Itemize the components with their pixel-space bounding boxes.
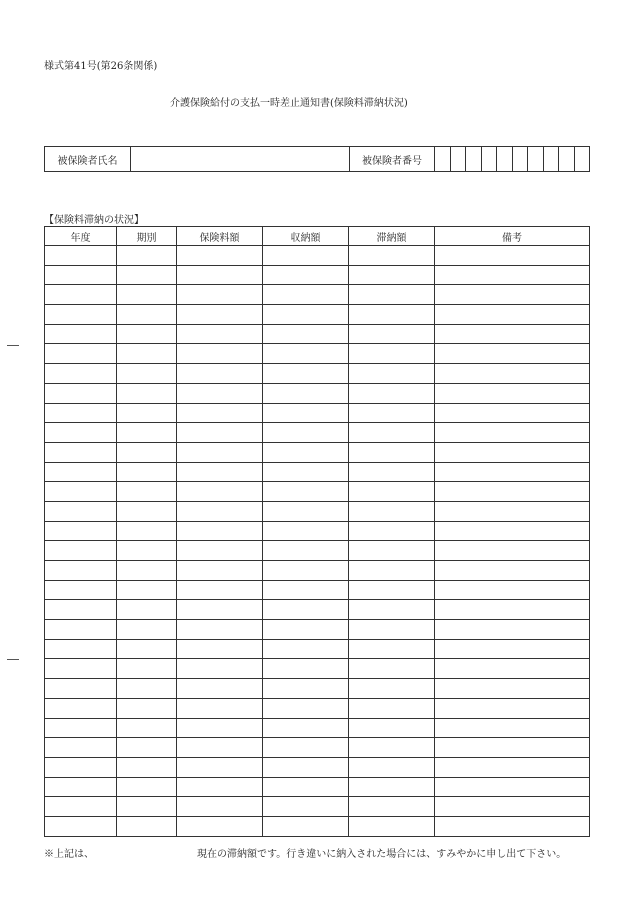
- arrears-amount-cell[interactable]: [349, 403, 435, 423]
- arrears-row: [45, 383, 590, 403]
- fiscal-year-cell[interactable]: [45, 777, 117, 797]
- paid-amount-cell[interactable]: [263, 659, 349, 679]
- installment-period-cell[interactable]: [117, 639, 177, 659]
- fiscal-year-cell[interactable]: [45, 620, 117, 640]
- arrears-row: [45, 324, 590, 344]
- insured-number-digit[interactable]: [512, 147, 528, 172]
- arrears-row: [45, 718, 590, 738]
- arrears-row: [45, 462, 590, 482]
- remarks-cell[interactable]: [435, 679, 590, 699]
- insured-number-digit[interactable]: [528, 147, 544, 172]
- fiscal-year-cell[interactable]: [45, 265, 117, 285]
- arrears-amount-cell[interactable]: [349, 364, 435, 384]
- paid-amount-cell[interactable]: [263, 285, 349, 305]
- premium-amount-cell[interactable]: [177, 383, 263, 403]
- installment-period-cell[interactable]: [117, 285, 177, 305]
- remarks-cell[interactable]: [435, 777, 590, 797]
- fiscal-year-cell[interactable]: [45, 698, 117, 718]
- arrears-row: [45, 600, 590, 620]
- installment-period-cell[interactable]: [117, 246, 177, 266]
- fiscal-year-cell[interactable]: [45, 600, 117, 620]
- paid-amount-cell[interactable]: [263, 718, 349, 738]
- paid-amount-cell[interactable]: [263, 698, 349, 718]
- installment-period-cell[interactable]: [117, 738, 177, 758]
- arrears-table: [44, 226, 590, 837]
- arrears-amount-cell[interactable]: [349, 777, 435, 797]
- premium-amount-cell[interactable]: [177, 265, 263, 285]
- footnote-prefix: ※上記は、: [44, 849, 94, 860]
- arrears-row: [45, 797, 590, 817]
- installment-period-cell[interactable]: [117, 797, 177, 817]
- remarks-cell[interactable]: [435, 757, 590, 777]
- remarks-cell[interactable]: [435, 246, 590, 266]
- remarks-cell[interactable]: [435, 383, 590, 403]
- fiscal-year-cell[interactable]: [45, 383, 117, 403]
- paid-amount-cell[interactable]: [263, 816, 349, 836]
- paid-amount-cell[interactable]: [263, 442, 349, 462]
- header-paid-amount: 収納額: [263, 227, 349, 246]
- installment-period-cell[interactable]: [117, 541, 177, 561]
- arrears-amount-cell[interactable]: [349, 600, 435, 620]
- arrears-row: [45, 246, 590, 266]
- installment-period-cell[interactable]: [117, 561, 177, 581]
- remarks-cell[interactable]: [435, 324, 590, 344]
- remarks-cell[interactable]: [435, 620, 590, 640]
- arrears-amount-cell[interactable]: [349, 423, 435, 443]
- installment-period-cell[interactable]: [117, 679, 177, 699]
- arrears-row: [45, 561, 590, 581]
- arrears-amount-cell[interactable]: [349, 639, 435, 659]
- insured-name-field[interactable]: [131, 147, 350, 172]
- insured-number-digit[interactable]: [543, 147, 559, 172]
- remarks-cell[interactable]: [435, 265, 590, 285]
- arrears-row: [45, 679, 590, 699]
- fiscal-year-cell[interactable]: [45, 659, 117, 679]
- paid-amount-cell[interactable]: [263, 797, 349, 817]
- margin-mark: [7, 345, 19, 346]
- footnote-text: 現在の滞納額です。行き違いに納入された場合には、すみやかに申し出て下さい。: [197, 849, 567, 860]
- installment-period-cell[interactable]: [117, 580, 177, 600]
- fiscal-year-cell[interactable]: [45, 462, 117, 482]
- installment-period-cell[interactable]: [117, 364, 177, 384]
- fiscal-year-cell[interactable]: [45, 797, 117, 817]
- arrears-amount-cell[interactable]: [349, 561, 435, 581]
- arrears-row: [45, 521, 590, 541]
- remarks-cell[interactable]: [435, 718, 590, 738]
- installment-period-cell[interactable]: [117, 305, 177, 325]
- arrears-amount-cell[interactable]: [349, 816, 435, 836]
- paid-amount-cell[interactable]: [263, 403, 349, 423]
- arrears-amount-cell[interactable]: [349, 580, 435, 600]
- arrears-header-row: [45, 227, 590, 246]
- fiscal-year-cell[interactable]: [45, 442, 117, 462]
- remarks-cell[interactable]: [435, 462, 590, 482]
- paid-amount-cell[interactable]: [263, 246, 349, 266]
- document-title: 介護保険給付の支払一時差止通知書(保険料滞納状況): [170, 98, 408, 109]
- premium-amount-cell[interactable]: [177, 285, 263, 305]
- remarks-cell[interactable]: [435, 698, 590, 718]
- fiscal-year-cell[interactable]: [45, 344, 117, 364]
- arrears-row: [45, 639, 590, 659]
- paid-amount-cell[interactable]: [263, 620, 349, 640]
- installment-period-cell[interactable]: [117, 620, 177, 640]
- fiscal-year-cell[interactable]: [45, 285, 117, 305]
- remarks-cell[interactable]: [435, 816, 590, 836]
- paid-amount-cell[interactable]: [263, 383, 349, 403]
- fiscal-year-cell[interactable]: [45, 639, 117, 659]
- premium-amount-cell[interactable]: [177, 659, 263, 679]
- premium-amount-cell[interactable]: [177, 324, 263, 344]
- premium-amount-cell[interactable]: [177, 718, 263, 738]
- paid-amount-cell[interactable]: [263, 639, 349, 659]
- insured-number-digit[interactable]: [559, 147, 575, 172]
- arrears-amount-cell[interactable]: [349, 305, 435, 325]
- premium-amount-cell[interactable]: [177, 698, 263, 718]
- fiscal-year-cell[interactable]: [45, 738, 117, 758]
- premium-amount-cell[interactable]: [177, 305, 263, 325]
- fiscal-year-cell[interactable]: [45, 403, 117, 423]
- remarks-cell[interactable]: [435, 521, 590, 541]
- fiscal-year-cell[interactable]: [45, 718, 117, 738]
- arrears-amount-cell[interactable]: [349, 246, 435, 266]
- premium-amount-cell[interactable]: [177, 757, 263, 777]
- paid-amount-cell[interactable]: [263, 521, 349, 541]
- fiscal-year-cell[interactable]: [45, 757, 117, 777]
- arrears-amount-cell[interactable]: [349, 482, 435, 502]
- remarks-cell[interactable]: [435, 797, 590, 817]
- remarks-cell[interactable]: [435, 285, 590, 305]
- arrears-amount-cell[interactable]: [349, 383, 435, 403]
- installment-period-cell[interactable]: [117, 659, 177, 679]
- fiscal-year-cell[interactable]: [45, 305, 117, 325]
- installment-period-cell[interactable]: [117, 521, 177, 541]
- premium-amount-cell[interactable]: [177, 797, 263, 817]
- premium-amount-cell[interactable]: [177, 541, 263, 561]
- arrears-amount-cell[interactable]: [349, 541, 435, 561]
- paid-amount-cell[interactable]: [263, 423, 349, 443]
- fiscal-year-cell[interactable]: [45, 501, 117, 521]
- paid-amount-cell[interactable]: [263, 364, 349, 384]
- arrears-amount-cell[interactable]: [349, 698, 435, 718]
- premium-amount-cell[interactable]: [177, 620, 263, 640]
- fiscal-year-cell[interactable]: [45, 324, 117, 344]
- arrears-row: [45, 620, 590, 640]
- installment-period-cell[interactable]: [117, 324, 177, 344]
- premium-amount-cell[interactable]: [177, 403, 263, 423]
- premium-amount-cell[interactable]: [177, 501, 263, 521]
- installment-period-cell[interactable]: [117, 462, 177, 482]
- insured-number-digit[interactable]: [481, 147, 497, 172]
- remarks-cell[interactable]: [435, 600, 590, 620]
- premium-amount-cell[interactable]: [177, 777, 263, 797]
- paid-amount-cell[interactable]: [263, 265, 349, 285]
- arrears-amount-cell[interactable]: [349, 442, 435, 462]
- fiscal-year-cell[interactable]: [45, 561, 117, 581]
- arrears-amount-cell[interactable]: [349, 659, 435, 679]
- premium-amount-cell[interactable]: [177, 816, 263, 836]
- arrears-amount-cell[interactable]: [349, 797, 435, 817]
- insured-number-digit[interactable]: [497, 147, 513, 172]
- section-heading: 【保険料滞納の状況】: [44, 215, 144, 226]
- premium-amount-cell[interactable]: [177, 738, 263, 758]
- paid-amount-cell[interactable]: [263, 305, 349, 325]
- margin-mark: [7, 659, 19, 660]
- remarks-cell[interactable]: [435, 561, 590, 581]
- arrears-amount-cell[interactable]: [349, 738, 435, 758]
- paid-amount-cell[interactable]: [263, 777, 349, 797]
- arrears-row: [45, 364, 590, 384]
- installment-period-cell[interactable]: [117, 265, 177, 285]
- arrears-amount-cell[interactable]: [349, 462, 435, 482]
- remarks-cell[interactable]: [435, 364, 590, 384]
- arrears-row: [45, 541, 590, 561]
- arrears-row: [45, 285, 590, 305]
- premium-amount-cell[interactable]: [177, 423, 263, 443]
- premium-amount-cell[interactable]: [177, 639, 263, 659]
- remarks-cell[interactable]: [435, 659, 590, 679]
- paid-amount-cell[interactable]: [263, 462, 349, 482]
- arrears-amount-cell[interactable]: [349, 265, 435, 285]
- fiscal-year-cell[interactable]: [45, 816, 117, 836]
- arrears-row: [45, 777, 590, 797]
- fiscal-year-cell[interactable]: [45, 482, 117, 502]
- installment-period-cell[interactable]: [117, 698, 177, 718]
- remarks-cell[interactable]: [435, 639, 590, 659]
- premium-amount-cell[interactable]: [177, 600, 263, 620]
- premium-amount-cell[interactable]: [177, 364, 263, 384]
- arrears-amount-cell[interactable]: [349, 679, 435, 699]
- arrears-row: [45, 423, 590, 443]
- insured-number-digit[interactable]: [466, 147, 482, 172]
- arrears-row: [45, 501, 590, 521]
- arrears-row: [45, 305, 590, 325]
- fiscal-year-cell[interactable]: [45, 521, 117, 541]
- arrears-amount-cell[interactable]: [349, 285, 435, 305]
- fiscal-year-cell[interactable]: [45, 246, 117, 266]
- arrears-row: [45, 698, 590, 718]
- arrears-row: [45, 482, 590, 502]
- paid-amount-cell[interactable]: [263, 679, 349, 699]
- header-premium-amount: 保険料額: [177, 227, 263, 246]
- arrears-row: [45, 442, 590, 462]
- remarks-cell[interactable]: [435, 344, 590, 364]
- installment-period-cell[interactable]: [117, 482, 177, 502]
- installment-period-cell[interactable]: [117, 344, 177, 364]
- premium-amount-cell[interactable]: [177, 679, 263, 699]
- remarks-cell[interactable]: [435, 423, 590, 443]
- installment-period-cell[interactable]: [117, 442, 177, 462]
- remarks-cell[interactable]: [435, 738, 590, 758]
- paid-amount-cell[interactable]: [263, 541, 349, 561]
- header-arrears-amount: 滞納額: [349, 227, 435, 246]
- arrears-amount-cell[interactable]: [349, 620, 435, 640]
- arrears-row: [45, 580, 590, 600]
- fiscal-year-cell[interactable]: [45, 541, 117, 561]
- header-remarks: 備考: [435, 227, 590, 246]
- installment-period-cell[interactable]: [117, 777, 177, 797]
- arrears-amount-cell[interactable]: [349, 324, 435, 344]
- remarks-cell[interactable]: [435, 403, 590, 423]
- remarks-cell[interactable]: [435, 482, 590, 502]
- arrears-row: [45, 816, 590, 836]
- arrears-row: [45, 738, 590, 758]
- arrears-amount-cell[interactable]: [349, 344, 435, 364]
- premium-amount-cell[interactable]: [177, 521, 263, 541]
- premium-amount-cell[interactable]: [177, 246, 263, 266]
- installment-period-cell[interactable]: [117, 816, 177, 836]
- header-fiscal-year: 年度: [45, 227, 117, 246]
- installment-period-cell[interactable]: [117, 600, 177, 620]
- installment-period-cell[interactable]: [117, 403, 177, 423]
- paid-amount-cell[interactable]: [263, 600, 349, 620]
- fiscal-year-cell[interactable]: [45, 580, 117, 600]
- premium-amount-cell[interactable]: [177, 580, 263, 600]
- paid-amount-cell[interactable]: [263, 324, 349, 344]
- arrears-row: [45, 265, 590, 285]
- remarks-cell[interactable]: [435, 501, 590, 521]
- premium-amount-cell[interactable]: [177, 442, 263, 462]
- header-installment-period: 期別: [117, 227, 177, 246]
- insured-number-digit[interactable]: [450, 147, 466, 172]
- arrears-amount-cell[interactable]: [349, 501, 435, 521]
- installment-period-cell[interactable]: [117, 501, 177, 521]
- form-number: 様式第41号(第26条関係): [44, 61, 158, 72]
- insured-number-digit[interactable]: [435, 147, 451, 172]
- insured-info-table: [44, 146, 590, 172]
- paid-amount-cell[interactable]: [263, 738, 349, 758]
- installment-period-cell[interactable]: [117, 383, 177, 403]
- premium-amount-cell[interactable]: [177, 561, 263, 581]
- remarks-cell[interactable]: [435, 580, 590, 600]
- paid-amount-cell[interactable]: [263, 757, 349, 777]
- paid-amount-cell[interactable]: [263, 344, 349, 364]
- fiscal-year-cell[interactable]: [45, 364, 117, 384]
- fiscal-year-cell[interactable]: [45, 423, 117, 443]
- premium-amount-cell[interactable]: [177, 482, 263, 502]
- remarks-cell[interactable]: [435, 541, 590, 561]
- installment-period-cell[interactable]: [117, 718, 177, 738]
- remarks-cell[interactable]: [435, 442, 590, 462]
- insured-name-label: 被保険者氏名: [45, 147, 131, 172]
- paid-amount-cell[interactable]: [263, 501, 349, 521]
- remarks-cell[interactable]: [435, 305, 590, 325]
- arrears-row: [45, 344, 590, 364]
- paid-amount-cell[interactable]: [263, 482, 349, 502]
- insured-number-digit[interactable]: [574, 147, 590, 172]
- fiscal-year-cell[interactable]: [45, 679, 117, 699]
- arrears-row: [45, 659, 590, 679]
- premium-amount-cell[interactable]: [177, 344, 263, 364]
- premium-amount-cell[interactable]: [177, 462, 263, 482]
- installment-period-cell[interactable]: [117, 423, 177, 443]
- arrears-amount-cell[interactable]: [349, 757, 435, 777]
- arrears-amount-cell[interactable]: [349, 521, 435, 541]
- installment-period-cell[interactable]: [117, 757, 177, 777]
- arrears-amount-cell[interactable]: [349, 718, 435, 738]
- paid-amount-cell[interactable]: [263, 561, 349, 581]
- paid-amount-cell[interactable]: [263, 580, 349, 600]
- arrears-row: [45, 757, 590, 777]
- arrears-row: [45, 403, 590, 423]
- insured-number-label: 被保険者番号: [350, 147, 435, 172]
